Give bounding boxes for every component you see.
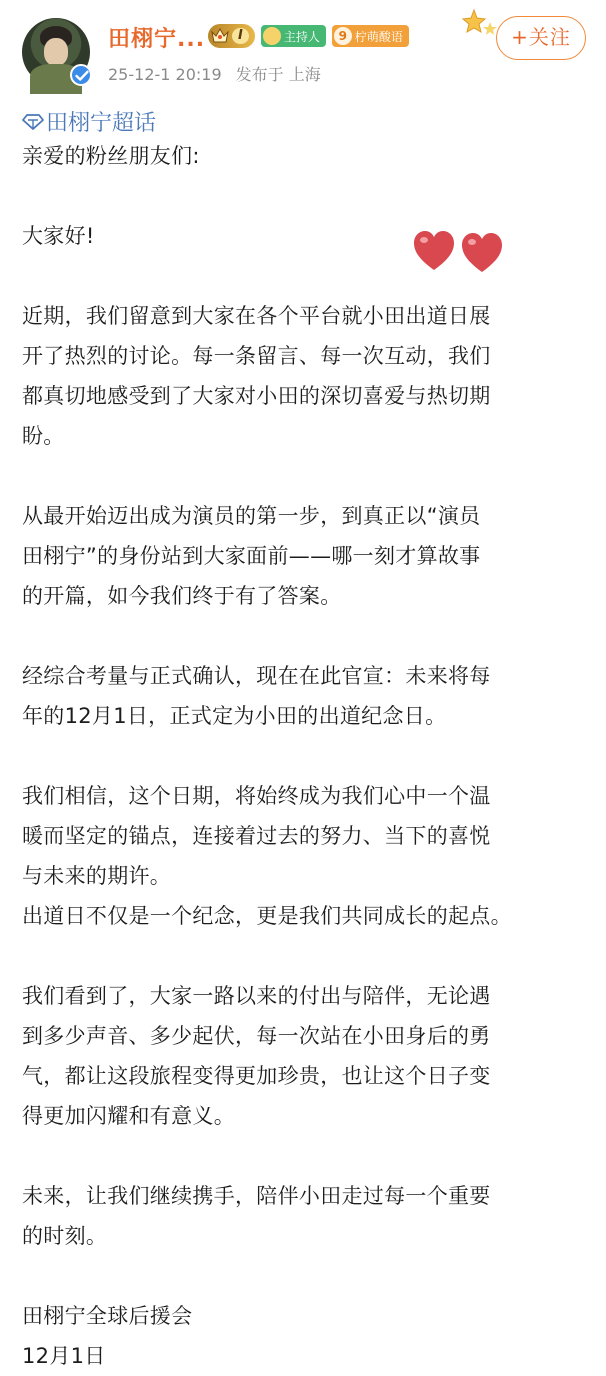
post-line: 亲爱的粉丝朋友们: [22,144,200,168]
level-badge-text: I [232,28,249,44]
post-line: 年的12月1日，正式定为小田的出道纪念日。 [22,704,447,728]
post-line: 经综合考量与正式确认，现在在此官宣：未来将每 [22,664,491,688]
post-line: 田栩宁全球后援会 [22,1304,193,1328]
topic-label: 田栩宁超话 [46,111,157,136]
follow-button[interactable]: +关注 [496,16,586,60]
post-line [22,936,588,976]
avatar-face [44,38,68,66]
fan-group-name: 柠萌酸语 [354,29,403,44]
fan-group-badge[interactable] [332,25,409,47]
post-line: 我们看到了，大家一路以来的付出与陪伴，无论遇 [22,984,491,1008]
fan-group-level: 9 [334,27,352,45]
post-timestamp: 25-12-1 20:19 [108,65,222,84]
post-line: 未来，让我们继续携手，陪伴小田走过每一个重要 [22,1184,491,1208]
crown-icon [211,28,229,44]
post-line: 近期，我们留意到大家在各个平台就小田出道日展 [22,304,491,328]
post-line: 大家好! [22,224,95,248]
post-line: 出道日不仅是一个纪念，更是我们共同成长的起点。 [22,904,512,928]
post-line: 12月1日 [22,1344,106,1368]
level-badge[interactable] [208,24,255,48]
post-header [0,0,606,100]
heart-emoji-icon [410,226,506,276]
post-location: 发布于 上海 [235,65,321,84]
post-line: 得更加闪耀和有意义。 [22,1104,235,1128]
post-line: 我们相信，这个日期，将始终成为我们心中一个温 [22,784,491,808]
post-line [22,1136,588,1176]
post-line: 暖而坚定的锚点，连接着过去的努力、当下的喜悦 [22,824,491,848]
host-badge-text: 主持人 [283,29,320,44]
host-face-icon [263,27,281,45]
user-badges [208,22,409,50]
post-line [22,616,588,656]
post-line [22,736,588,776]
post-line: 开了热烈的讨论。每一条留言、每一次互动，我们 [22,344,491,368]
post-line: 田栩宁”的身份站到大家面前——哪一刻才算故事 [22,544,481,568]
post-line [22,1256,588,1296]
user-name[interactable]: 田栩宁... [108,27,206,52]
diamond-topic-icon [22,113,44,131]
post-line: 从最开始迈出成为演员的第一步，到真正以“演员 [22,504,481,528]
verified-check-icon [70,64,92,86]
post-line: 的开篇，如今我们终于有了答案。 [22,584,342,608]
post-line: 气，都让这段旅程变得更加珍贵，也让这个日子变 [22,1064,491,1088]
post-line: 到多少声音、多少起伏，每一次站在小田身后的勇 [22,1024,491,1048]
post-line: 的时刻。 [22,1224,108,1248]
post-line: 都真切地感受到了大家对小田的深切喜爱与热切期 [22,384,491,408]
post-line [22,176,588,216]
post-line: 与未来的期许。 [22,864,172,888]
post-line: 盼。 [22,424,65,448]
post-meta [108,62,321,85]
post-line [22,456,588,496]
post-content [22,136,588,1376]
host-badge[interactable] [261,25,326,47]
topic-link[interactable] [22,106,156,137]
